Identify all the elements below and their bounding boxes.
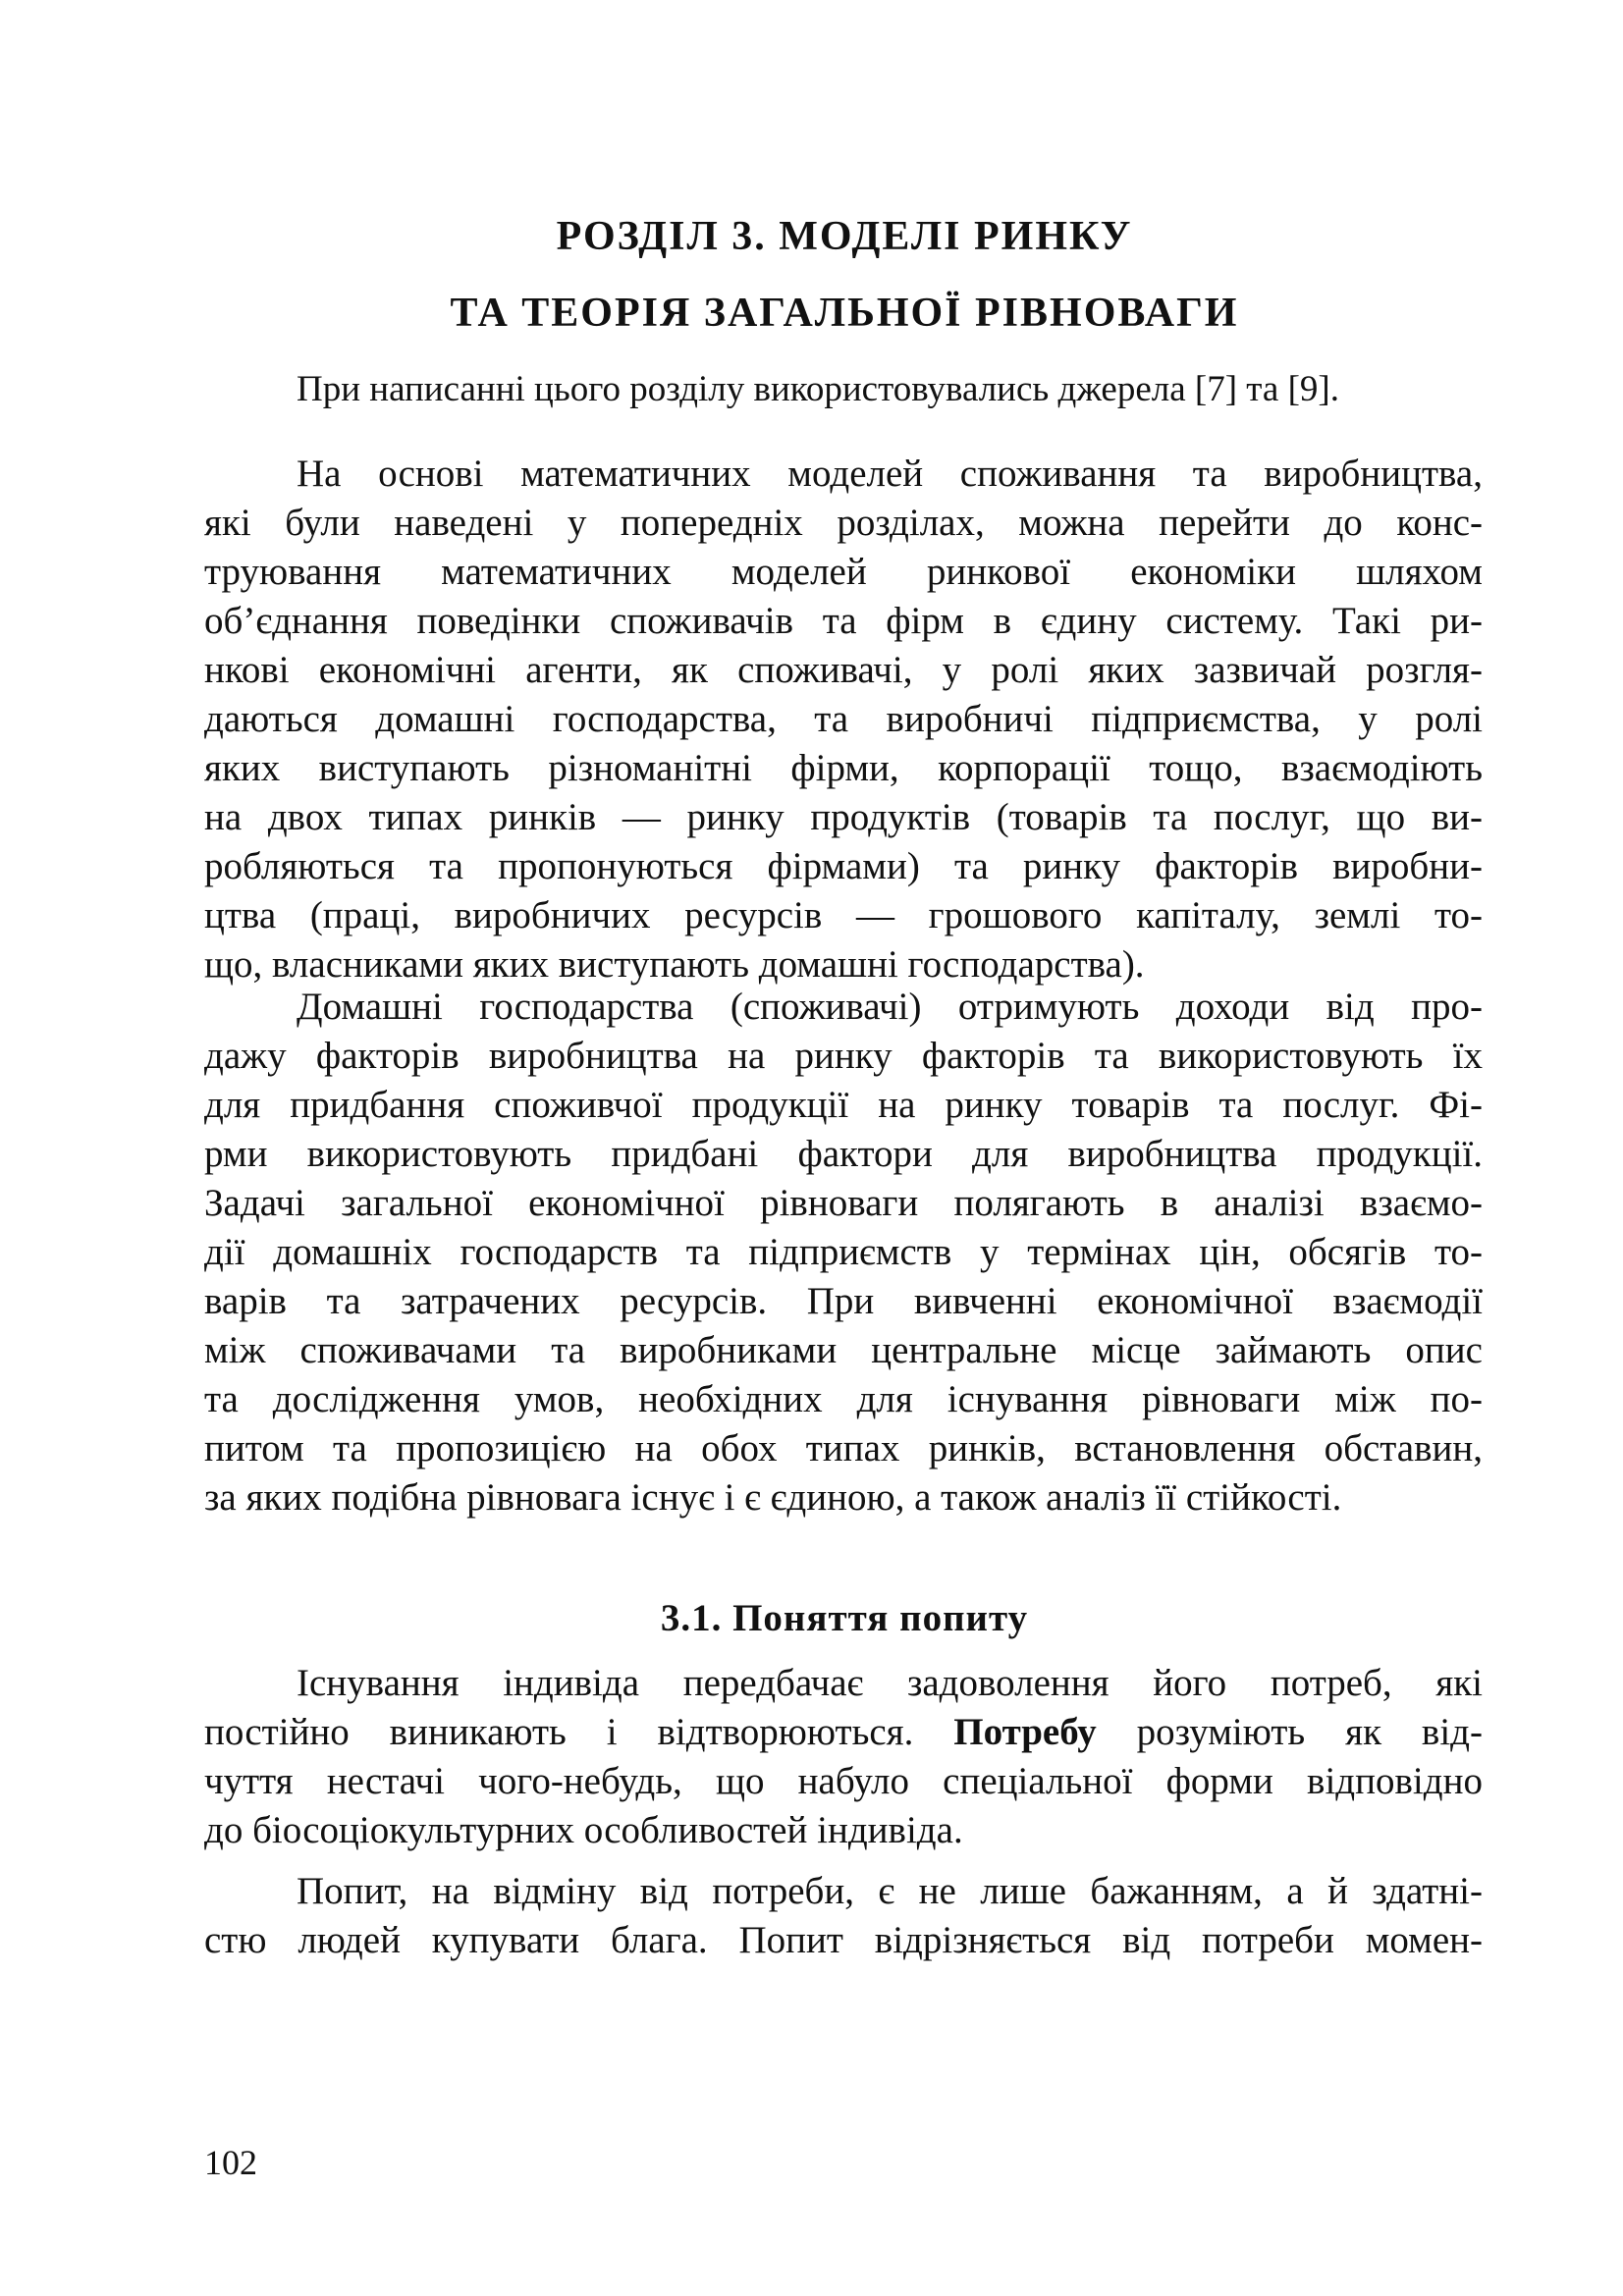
page-number: 102 <box>204 2143 257 2182</box>
text-line: та дослідження умов, необхідних для існування рівноваги між по- <box>204 1378 1483 1420</box>
chapter-title-line-2: ТА ТЕОРІЯ ЗАГАЛЬНОЇ РІВНОВАГИ <box>450 291 1239 336</box>
text-line: На основі математичних моделей споживання та виробництва, <box>297 453 1483 495</box>
paragraph-3 <box>204 1659 1483 1855</box>
text-line: Існування індивіда передбачає задоволення його потреб, які <box>297 1662 1483 1704</box>
text-line: які були наведені у попередніх розділах, можна перейти до конс- <box>204 502 1483 544</box>
text-line: на двох типах ринків — ринку продуктів (товарів та послуг, що ви- <box>204 796 1483 838</box>
bold-term: Потребу <box>953 1711 1097 1753</box>
source-note: При написанні цього розділу використовувались джерела [7] та [9]. <box>297 369 1339 409</box>
text-line: питом та пропозицією на обох типах ринків, встановлення обставин, <box>204 1427 1483 1469</box>
text-line: яких виступають різноманітні фірми, корпорації тощо, взаємодіють <box>204 747 1483 789</box>
text-line: робляються та пропонуються фірмами) та ринку факторів виробни- <box>204 845 1483 887</box>
chapter-title-line-1: РОЗДІЛ 3. МОДЕЛІ РИНКУ <box>556 214 1133 259</box>
text-fragment: постійно виникають і відтворюються. <box>204 1711 954 1753</box>
text-line: нкові економічні агенти, як споживачі, у ролі яких зазвичай розгля- <box>204 649 1483 691</box>
text-line: рми використовують придбані фактори для виробництва продукції. <box>204 1133 1483 1175</box>
text-line: дії домашніх господарств та підприємств у термінах цін, обсягів то- <box>204 1231 1483 1273</box>
text-line: даються домашні господарства, та виробничі підприємства, у ролі <box>204 698 1483 740</box>
text-fragment: розуміють як від- <box>1096 1711 1483 1753</box>
text-line: чуття нестачі чого-небудь, що набуло спеціальної форми відповідно <box>204 1760 1483 1802</box>
text-line: Задачі загальної економічної рівноваги полягають в аналізі взаємо- <box>204 1182 1483 1224</box>
section-heading: 3.1. Поняття попиту <box>660 1597 1029 1639</box>
text-line: об’єднання поведінки споживачів та фірм в єдину систему. Такі ри- <box>204 600 1483 642</box>
text-line: за яких подібна рівновага існує і є єдиною, а також аналіз її стійкості. <box>204 1476 1342 1519</box>
text-line: до біосоціокультурних особливостей індивіда. <box>204 1809 963 1851</box>
text-line: цтва (праці, виробничих ресурсів — грошового капіталу, землі то- <box>204 894 1483 936</box>
text-line: що, власниками яких виступають домашні господарства). <box>204 943 1145 986</box>
text-line: між споживачами та виробниками центральне місце займають опис <box>204 1329 1483 1371</box>
text-line <box>204 1708 1483 1757</box>
text-line: стю людей купувати блага. Попит відрізняється від потреби момен- <box>204 1919 1483 1961</box>
paragraph-1 <box>204 450 1483 989</box>
paragraph-4 <box>204 1867 1483 1965</box>
paragraph-2 <box>204 983 1483 1522</box>
text-line: Домашні господарства (споживачі) отримують доходи від про- <box>297 986 1483 1028</box>
text-line: Попит, на відміну від потреби, є не лише бажанням, а й здатні- <box>297 1870 1483 1912</box>
text-line: дажу факторів виробництва на ринку факторів та використовують їх <box>204 1035 1483 1077</box>
text-line: варів та затрачених ресурсів. При вивченні економічної взаємодії <box>204 1280 1483 1322</box>
text-line: для придбання споживчої продукції на ринку товарів та послуг. Фі- <box>204 1084 1483 1126</box>
text-line: труювання математичних моделей ринкової економіки шляхом <box>204 551 1483 593</box>
